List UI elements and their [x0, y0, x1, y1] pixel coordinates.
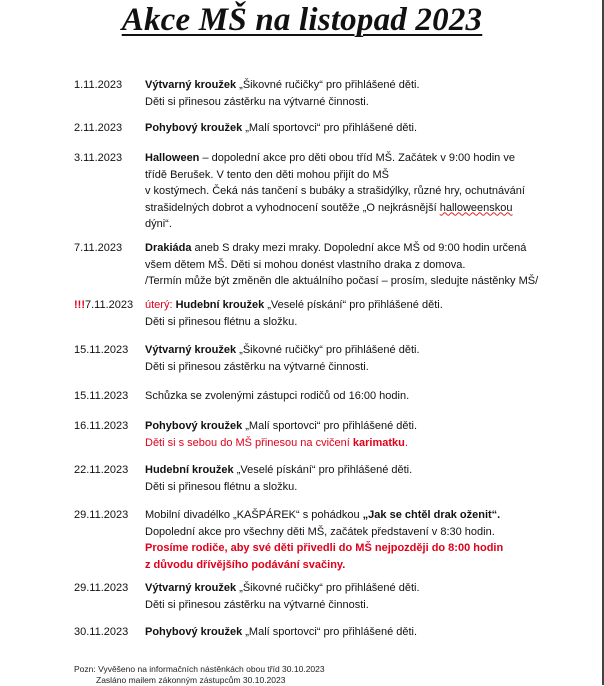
event-date-text: 16.11.2023: [74, 420, 129, 432]
text-run: karimatku: [352, 436, 405, 449]
description-line: [145, 297, 545, 314]
footer-line-emailed: Zasláno mailem zákonným zástupcům 30.10.2023: [96, 675, 286, 685]
text-run: Děti si s sebou do MŠ přinesou na cvičení: [145, 436, 353, 449]
text-run: Děti si přinesou zástěrku na výtvarné činnosti.: [145, 95, 369, 108]
alert-marker: !!!: [74, 299, 85, 311]
description-line: [145, 435, 545, 452]
event-date: [74, 342, 128, 359]
description-line: [145, 597, 545, 614]
text-run: „Veselé pískání“ pro přihlášené děti.: [236, 464, 413, 476]
text-run: Prosíme rodiče, aby své děti přivedli do MŠ nejpozději do 8:00 hodin: [145, 542, 504, 554]
description-line: [145, 273, 545, 290]
text-run: Děti si přinesou zástěrku na výtvarné činnosti.: [145, 598, 369, 611]
event-date: [74, 624, 128, 641]
text-run: dýni“.: [145, 218, 172, 230]
text-run: Drakiáda: [145, 242, 192, 254]
event-date: [74, 418, 128, 435]
event-description: [145, 624, 545, 641]
text-run: Děti si přinesou zástěrku na výtvarné činnosti.: [145, 360, 369, 373]
text-run: „Šikovné ručičky“ pro přihlášené děti.: [239, 582, 420, 594]
event-description: [145, 240, 545, 290]
event-date-text: 29.11.2023: [74, 509, 129, 521]
event-date-text: 30.11.2023: [74, 626, 129, 638]
text-run: „Jak se chtěl drak oženit“.: [362, 509, 501, 521]
page-title: Akce MŠ na listopad 2023: [121, 2, 483, 38]
event-date-text: 1.11.2023: [74, 79, 123, 91]
description-line: [145, 418, 545, 435]
description-line: [145, 359, 545, 376]
text-run: Pohybový kroužek: [145, 122, 246, 134]
description-line: [145, 624, 545, 641]
event-date-text: 3.11.2023: [74, 152, 123, 164]
event-description: [145, 342, 545, 375]
text-run: „Veselé pískání“ pro přihlášené děti.: [267, 299, 443, 311]
event-date: [74, 297, 133, 314]
text-run: „Malí sportovci“ pro přihlášené děti.: [245, 626, 418, 638]
footer-note: [74, 664, 325, 686]
description-line: [145, 167, 545, 184]
event-date: [74, 388, 128, 405]
text-run: třídě Berušek. V tento den děti mohou přijít do MŠ: [145, 168, 389, 181]
description-line: [145, 94, 545, 111]
event-date: [74, 580, 128, 597]
text-run: halloweenskou: [439, 201, 513, 214]
description-line: [145, 507, 545, 524]
description-line: [145, 479, 545, 496]
description-line: [145, 557, 545, 574]
text-run: Dopolední akce pro všechny děti MŠ, začátek představení v 8:30 hodin.: [145, 525, 495, 538]
event-date: [74, 120, 122, 137]
event-description: [145, 580, 545, 613]
description-line: [145, 77, 545, 94]
event-date-text: 2.11.2023: [74, 122, 123, 134]
text-run: „Šikovné ručičky“ pro přihlášené děti.: [239, 79, 420, 91]
text-run: Výtvarný kroužek: [145, 582, 240, 594]
text-run: Děti si přinesou flétnu a složku.: [145, 315, 298, 328]
text-run: „Malí sportovci“ pro přihlášené děti.: [245, 420, 418, 432]
event-description: [145, 297, 545, 330]
event-date: [74, 462, 128, 479]
event-description: [145, 507, 545, 573]
text-run: Pohybový kroužek: [145, 420, 246, 432]
description-line: [145, 183, 545, 200]
text-run: „Šikovné ručičky“ pro přihlášené děti.: [239, 344, 420, 356]
event-description: [145, 77, 545, 110]
text-run: Hudební kroužek: [145, 464, 237, 476]
event-date-text: 15.11.2023: [74, 390, 129, 402]
text-run: z důvodu dřívějšího podávání svačiny.: [145, 558, 346, 571]
event-description: [145, 388, 545, 405]
description-line: [145, 257, 545, 274]
event-date: [74, 240, 122, 257]
text-run: /Termín může být změněn dle aktuálního počasí – prosím, sledujte nástěnky MŠ/: [145, 275, 539, 287]
description-line: [145, 200, 545, 217]
description-line: [145, 216, 545, 233]
text-run: Pohybový kroužek: [145, 626, 246, 638]
event-description: [145, 418, 545, 451]
event-date-text: 7.11.2023: [74, 242, 123, 254]
text-run: Děti si přinesou flétnu a složku.: [145, 480, 298, 493]
description-line: [145, 540, 545, 557]
text-run: .: [404, 436, 408, 449]
footer-line-posted: Pozn: Vyvěšeno na informačních nástěnkách obou tříd 30.10.2023: [74, 664, 325, 674]
description-line: [145, 240, 545, 257]
event-date-text: 29.11.2023: [74, 582, 129, 594]
text-run: „Malí sportovci“ pro přihlášené děti.: [245, 122, 418, 134]
text-run: Výtvarný kroužek: [145, 79, 240, 91]
description-line: [145, 580, 545, 597]
text-run: strašidelných dobrot a vyhodnocení soutěže „O nejkrásnější: [145, 201, 440, 214]
description-line: [145, 524, 545, 541]
text-run: Mobilní divadélko „KAŠPÁREK“ s pohádkou: [145, 509, 363, 521]
text-run: Hudební kroužek: [175, 299, 268, 311]
text-run: všem dětem MŠ. Děti si mohou donést vlastního draka z domova.: [145, 258, 466, 271]
text-run: úterý:: [145, 299, 176, 311]
description-line: [145, 342, 545, 359]
event-description: [145, 150, 545, 233]
event-description: [145, 120, 545, 137]
text-run: Halloween: [145, 152, 200, 164]
text-run: aneb S draky mezi mraky. Dopolední akce MŠ od 9:00 hodin určená: [191, 242, 527, 254]
description-line: [145, 388, 545, 405]
text-run: v kostýmech. Čeká nás tančení s bubáky a strašidýlky, různé hry, ochutnávání: [145, 185, 525, 197]
event-date: [74, 150, 122, 167]
text-run: – dopolední akce pro děti obou tříd MŠ. Začátek v 9:00 hodin ve: [199, 152, 515, 164]
text-run: Schůzka se zvolenými zástupci rodičů od 16:00 hodin.: [145, 390, 410, 402]
event-date: [74, 507, 128, 524]
text-run: Výtvarný kroužek: [145, 344, 240, 356]
description-line: [145, 314, 545, 331]
description-line: [145, 150, 545, 167]
description-line: [145, 462, 545, 479]
event-date-text: 22.11.2023: [74, 464, 129, 476]
event-date-text: 15.11.2023: [74, 344, 129, 356]
event-date: [74, 77, 122, 94]
event-date-text: 7.11.2023: [85, 299, 134, 311]
event-description: [145, 462, 545, 495]
description-line: [145, 120, 545, 137]
